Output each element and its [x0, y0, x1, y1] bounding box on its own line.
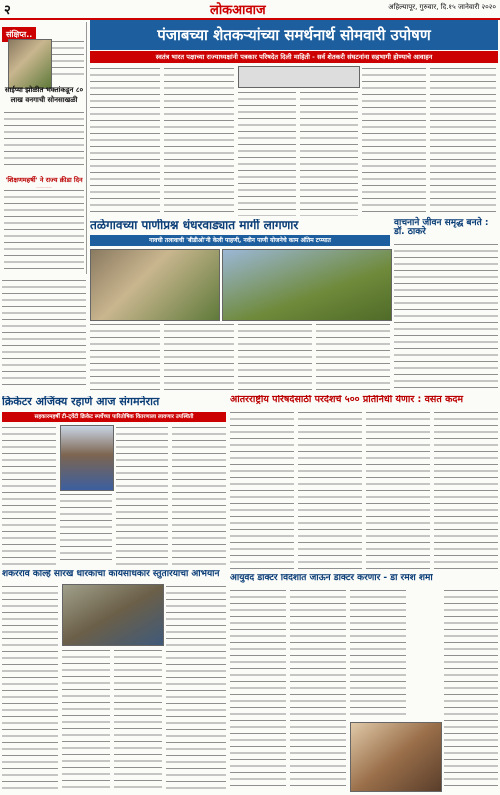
lead-col6: [430, 66, 496, 216]
sidebar-photo: [8, 39, 52, 89]
story2-col3: [238, 322, 312, 392]
sidebar-item2-body: [4, 188, 84, 272]
story6-col4: [166, 584, 226, 790]
story6-col2: [62, 648, 110, 790]
story7-col1: [230, 588, 286, 790]
story5-subheadline: सहकारमहर्षी टी-ट्वेंटी क्रिकेट स्पर्धेच्या पारितोषिक वितरणाला लावणार उपस्थिती: [2, 412, 226, 422]
story7-col3: [350, 588, 406, 718]
sidebar-item1-title: साईप्या झोळीत भक्तांकडून ८० लाख वनगाची सोनसाखळी: [4, 86, 84, 104]
story5-photo: [60, 425, 114, 491]
masthead: [0, 0, 500, 20]
story4-col4: [434, 410, 498, 570]
sidebar-heading: संक्षिप्त..: [2, 27, 36, 42]
story4-col2: [298, 410, 362, 570]
story2-col2: [164, 322, 234, 392]
story5-headline: क्रिकेटर अजिंक्य रहाणे आज संगमनेरात: [2, 396, 160, 408]
lead-subheadline: स्वतंत्र भारत पक्षाच्या राज्याध्यक्षांनी पत्रकार परिषदेत दिली माहिती - सर्व शेतकरी संघटनांना सहभागी होण्याचे आवाहन: [90, 51, 498, 63]
lead-inset: [238, 66, 360, 88]
story6-headline: शंकरराव कोल्हे सारख धारकाचा कार्यसाधकार स्तुतारयाचा अभियान: [2, 570, 220, 579]
page-number: २: [4, 3, 11, 18]
lead-col4: [300, 90, 358, 216]
sidebar-briefs: [2, 22, 87, 274]
lead-col2: [164, 66, 234, 216]
story2-subheadline: गावची तलावाची 'बीडीओ'नी केली पाहणी, नवीन पाणी योजनेचे काम अंतिम टप्प्यात: [90, 235, 390, 246]
story7-col4: [444, 588, 498, 790]
sidebar-item1-body: [4, 110, 84, 170]
brand-logo: लोकआवाज: [210, 3, 266, 18]
lead-col3: [238, 90, 296, 216]
story5-col4: [172, 425, 226, 565]
story5-col1: [2, 425, 56, 565]
story6-photo: [62, 584, 164, 646]
sidebar-item1-text: [52, 39, 84, 79]
story7-col2: [290, 588, 346, 790]
story6-col1: [2, 584, 58, 790]
story2-headline: तळेगावच्या पाणीप्रश्न धंधरवाड्यात मार्गी लागणार: [90, 219, 299, 232]
story7-headline: आयुर्वेद डॉक्टर विदेशात जाऊन डॉक्टर करणार - डॉ रमेश शर्मा: [230, 574, 433, 583]
story6-col3: [114, 648, 162, 790]
left-column-text: [2, 278, 86, 390]
story2-photo-2: [222, 249, 392, 321]
story2-photo-1: [90, 249, 220, 321]
story4-headline: आंतरराष्ट्रीय परिषदेसाठी परदेशचे ५०० प्रतिनिधी येणार : वसंत कदम: [230, 395, 464, 405]
story4-col1: [230, 410, 294, 570]
dateline: अहिल्यापूर, गुरुवार, दि.१५ जानेवारी २०२०: [388, 3, 496, 11]
story2-col4: [316, 322, 390, 392]
sidebar-item2-title: 'शिक्षणमहर्षी' ने राज्य क्रीडा दिन: [5, 176, 83, 184]
story7-photo: [350, 722, 442, 792]
lead-headline: पंजाबच्या शेतकऱ्यांच्या समर्थनार्थ सोमवारी उपोषण: [90, 20, 498, 50]
story3-headline: वाचनाने जीवन समृद्ध बनते : डॉ. ठाकरे: [394, 218, 489, 238]
lead-col5: [362, 66, 426, 216]
lead-col1: [90, 66, 160, 216]
story3-body: [394, 242, 498, 392]
story5-col3: [116, 425, 168, 565]
story5-col2: [60, 492, 112, 565]
story2-col1: [90, 322, 160, 392]
story4-col3: [366, 410, 430, 570]
